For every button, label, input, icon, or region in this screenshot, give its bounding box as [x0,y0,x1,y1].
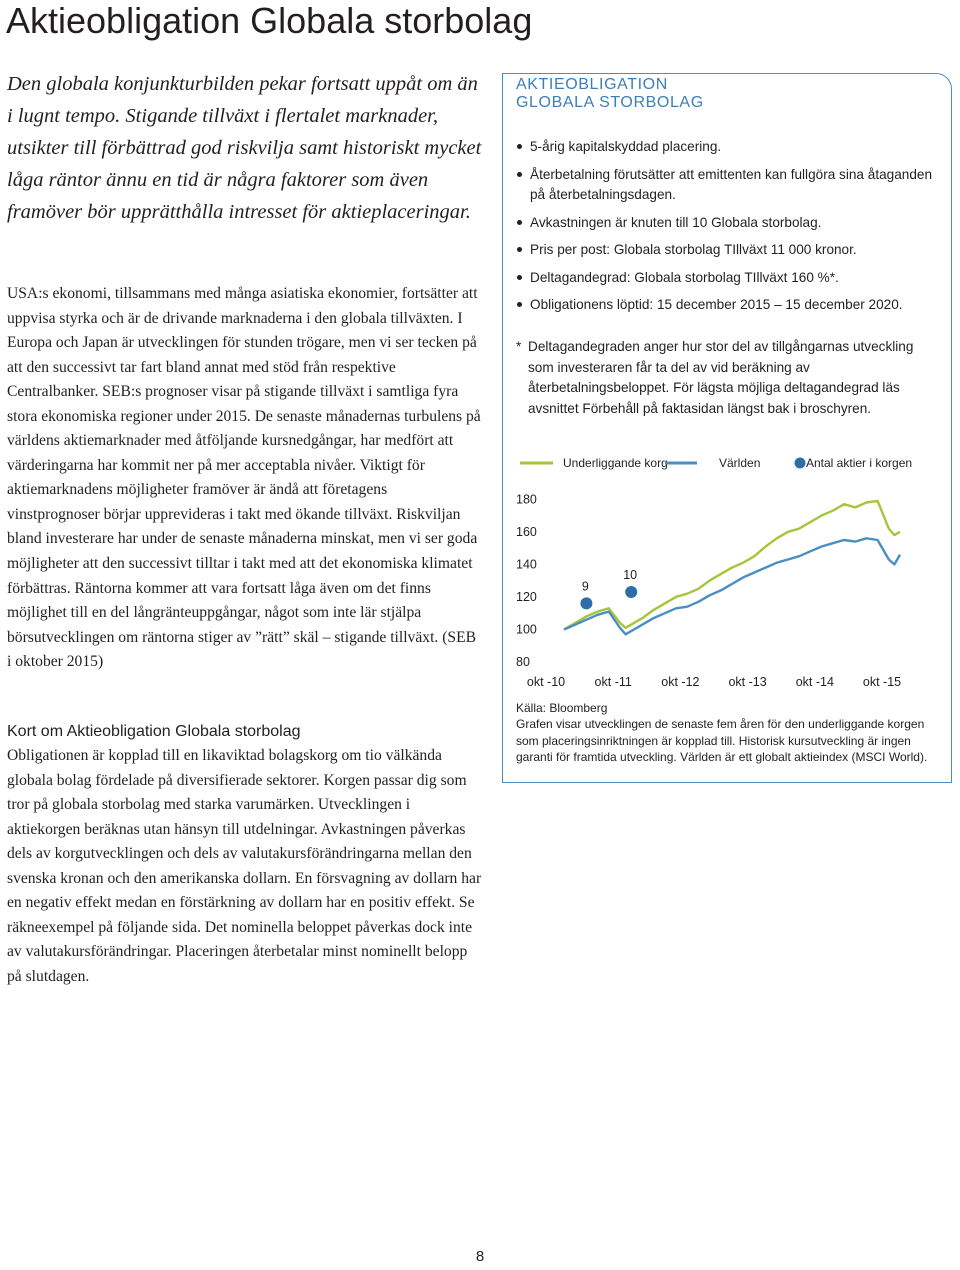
x-tick-label: okt -13 [728,675,767,689]
performance-chart [502,446,952,696]
page-number: 8 [475,1248,485,1265]
footnote-text: Deltagandegraden anger hur stor del av tillgångarnas utveckling som investeraren får ta del av vid beräkning av återbetalningsbeloppet. För lägsta möjliga deltagandegrad läs avsnittet Förbehåll på faktasidan längst bak i broschyren. [528,339,914,416]
fact-bullet: 5-årig kapitalskyddad placering. [516,137,946,158]
fact-bullet: Återbetalning förutsätter att emittenten kan fullgöra sina åtaganden på återbetalningsdagen. [516,165,946,206]
x-tick-label: okt -10 [526,675,566,689]
legend-label: Underliggande korg [563,456,668,470]
fact-bullet-list [516,137,946,323]
x-tick-label: okt -11 [594,675,632,689]
fact-box-title-line2: GLOBALA STORBOLAG [516,94,704,111]
y-tick-label: 120 [516,589,537,604]
y-tick-label: 140 [516,557,537,572]
series-line [564,538,900,634]
x-tick-label: okt -14 [795,675,834,689]
legend-label: Antal aktier i korgen [806,456,913,470]
fact-box-title [516,76,704,112]
body-paragraph: USA:s ekonomi, tillsammans med många asiatiska ekonomier, fortsätter att uppvisa styrka och är de drivande marknaderna i den globala tillväxten. I Europa och Japan är utvecklingen för stunden trögare, men vi ser tecken på att den successivt tar fart bland annat med stöd från respektive Centralbanker. SEB:s prognoser visar på stigande tillväxt i samtliga fyra stora ekonomiska regioner under 2015. De senaste månadernas turbulens på världens aktiemarknader med åtföljande kursnedgångar, har medfört att värderingarna har kommit ner på mer acceptabla nivåer. Viktigt för aktiemarknadens möjligheter framöver är ändå att företagens vinstprognoser börjar upprevideras i takt med ökande tillväxt. Riskviljan bland investerare har under de senaste månaderna minskat, men vi ser goda möjligheter att den successivt tilltar i takt med att det ekonomiska klimatet förbättras. Räntorna kommer att vara fortsatt låga även om det finns möjlighet till en del långränteuppgångar, något som inte lär stjälpa börsutvecklingen om räntorna stiger av ”rätt” skäl – stigande tillväxt. (SEB i oktober 2015) [7,285,481,671]
fact-bullet: Obligationens löptid: 15 december 2015 – 15 december 2020. [516,295,946,316]
about-paragraph: Obligationen är kopplad till en likaviktad bolagskorg om tio välkända globala bolag fördelade på diversifierade sektorer. Korgen passar dig som tror på globala storbolag med starka varumärken. Utvecklingen i aktiekorgen beräknas utan hänsyn till utdelningar. Avkastningen påverkas dels av korgutvecklingen och dels av valutakursförändringarna mellan den svenska kronan och den amerikanska dollarn. En försvagning av dollarn har en negativ effekt medan en förstärkning av dollarn har en positiv effekt. Se räkneexempel på följande sida. Det nominella beloppet påverkas dock inte av valutakursförändringar. Placeringen återbetalar minst nominellt belopp på slutdagen. [7,747,482,985]
footnote-marker: * [516,339,522,354]
x-tick-label: okt -15 [862,675,902,689]
chart-svg [502,446,952,696]
count-marker [580,597,592,609]
about-heading: Kort om Aktieobligation Globala storbolag [7,723,301,740]
fact-bullet: Deltagandegrad: Globala storbolag TIllväxt 160 %*. [516,268,946,289]
marker-label: 10 [623,568,638,583]
legend-dot [795,458,806,469]
count-marker [625,586,637,598]
source-label: Källa: Bloomberg [516,701,608,715]
series-line [564,501,900,630]
intro-paragraph: Den globala konjunkturbilden pekar fortsatt uppåt om än i lugnt tempo. Stigande tillväxt i flertalet marknader, utsikter till förbättrad god riskvilja samt historiskt mycket låga räntor ännu en tid är några faktorer som även framöver bör upprätthålla intresset för aktieplaceringar. [7,73,482,223]
legend-label: Världen [719,456,761,470]
y-tick-label: 160 [516,524,537,539]
marker-label: 9 [581,579,589,594]
chart-source [516,700,946,766]
fact-bullet: Avkastningen är knuten till 10 Globala storbolag. [516,213,946,234]
fact-box-title-line1: AKTIEOBLIGATION [516,76,668,93]
footnote [516,337,946,419]
source-text: Grafen visar utvecklingen de senaste fem åren för den underliggande korgen som placeringsinriktningen är kopplad till. Historisk kursutveckling är ingen garanti för framtida utveckling. Världen är ett globalt aktieindex (MSCI World). [516,717,928,765]
y-tick-label: 180 [516,492,537,507]
y-tick-label: 100 [516,622,537,637]
page-title: Aktieobligation Globala storbolag [6,0,533,41]
x-tick-label: okt -12 [661,675,700,689]
fact-bullet: Pris per post: Globala storbolag TIllväxt 11 000 kronor. [516,240,946,261]
y-tick-label: 80 [516,655,530,669]
